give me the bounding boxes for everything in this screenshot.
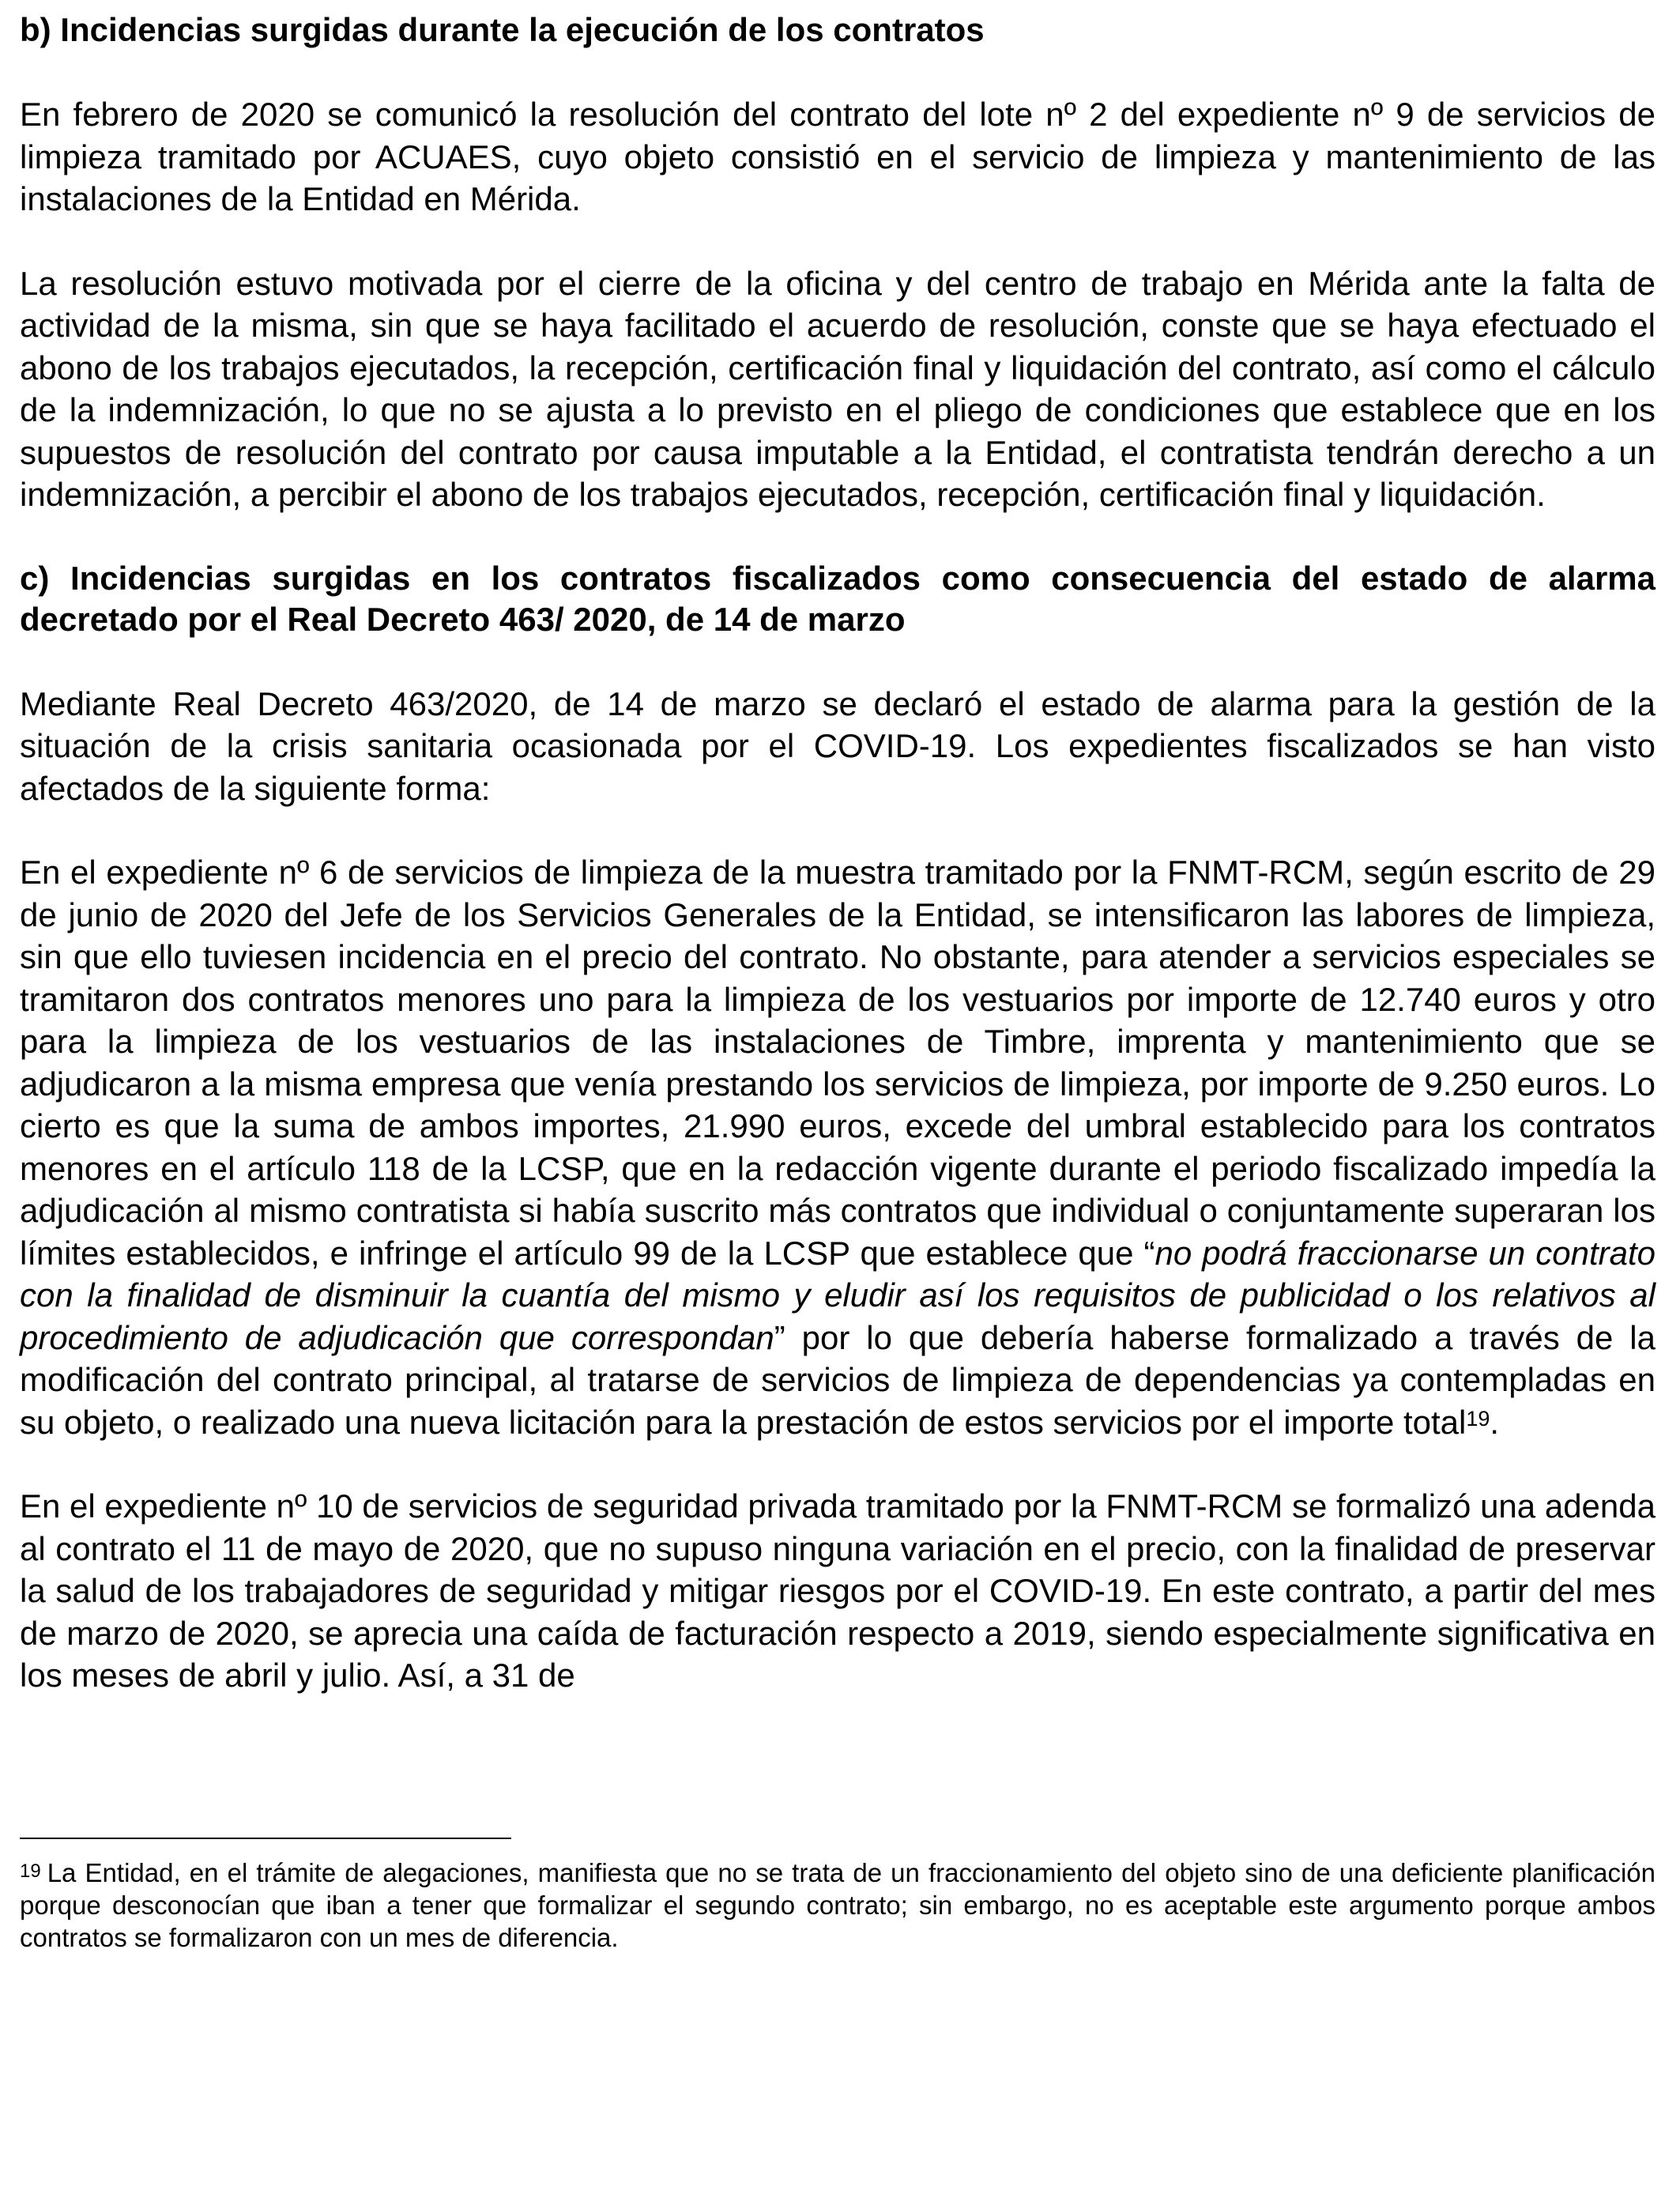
footnote-separator — [20, 1838, 511, 1839]
document-body — [20, 9, 1656, 1697]
paragraph-2-end: . — [1490, 1403, 1500, 1441]
footnote-number: 19 — [20, 1860, 41, 1882]
paragraph-2-text-after-quote: ” por lo que debería haberse formalizado a través de la modificación del contrato principal, al tratarse de servicios de limpieza de dependencias ya contempladas en su objeto, o realizado una nueva licitación para la prestación de estos servicios por el importe total — [20, 1318, 1656, 1441]
section-c-paragraph-3: En el expediente nº 10 de servicios de seguridad privada tramitado por la FNMT-RCM se formalizó una adenda al contrato el 11 de mayo de 2020, que no supuso ninguna variación en el precio, con la finalidad de preservar la salud de los trabajadores de seguridad y mitigar riesgos por el COVID-19. En este contrato, a partir del mes de marzo de 2020, se aprecia una caída de facturación respecto a 2019, siendo especialmente significativa en los meses de abril y julio. Así, a 31 de — [20, 1487, 1656, 1694]
paragraph-2-text-before-quote: En el expediente nº 6 de servicios de limpieza de la muestra tramitado por la FNMT-RCM, según escrito de 29 de junio de 2020 del Jefe de los Servicios Generales de la Entidad, se intensificaron las labores de limpieza, sin que ello tuviesen incidencia en el precio del contrato. No obstante, para atender a servicios especiales se tramitaron dos contratos menores uno para la limpieza de los vestuarios por importe de 12.740 euros y otro para la limpieza de los vestuarios de las instalaciones de Timbre, imprenta y mantenimiento que se adjudicaron a la misma empresa que venía prestando los servicios de limpieza, por importe de 9.250 euros. Lo cierto es que la suma de ambos importes, 21.990 euros, excede del umbral establecido para los contratos menores en el artículo 118 de la LCSP, que en la redacción vigente durante el periodo fiscalizado impedía la adjudicación al mismo contratista si había suscrito más contratos que individual o conjuntamente superaran los límites establecidos, e infringe el artículo 99 de la LCSP que establece que “ — [20, 854, 1656, 1272]
section-c-paragraph-1: Mediante Real Decreto 463/2020, de 14 de marzo se declaró el estado de alarma para la gestión de la situación de la crisis sanitaria ocasionada por el COVID-19. Los expedientes fiscalizados se han visto afectados de la siguiente forma: — [20, 684, 1656, 807]
section-b-paragraph-1: En febrero de 2020 se comunicó la resolución del contrato del lote nº 2 del expediente nº 9 de servicios de limpieza tramitado por ACUAES, cuyo objeto consistió en el servicio de limpieza y mantenimiento de las instalaciones de la Entidad en Mérida. — [20, 96, 1656, 217]
footnote-text: La Entidad, en el trámite de alegaciones, manifiesta que no se trata de un fraccionamiento del objeto sino de una deficiente planificación porque desconocían que iban a tener que formalizar el segundo contrato; sin embargo, no es aceptable este argumento porque ambos contratos se formalizaron con un mes de diferencia. — [20, 1858, 1656, 1952]
section-c-heading: c) Incidencias surgidas en los contratos fiscalizados como consecuencia del estado de alarma decretado por el Real Decreto 463/ 2020, de 14 de marzo — [20, 559, 1656, 638]
quoted-article-99: no podrá fraccionarse un contrato con la finalidad de disminuir la cuantía del mismo y eludir así los requisitos de publicidad o los relativos al procedimiento de adjudicación que correspondan — [20, 1234, 1656, 1356]
section-c-paragraph-2 — [20, 851, 1656, 1443]
section-b-heading: b) Incidencias surgidas durante la ejecución de los contratos — [20, 11, 985, 48]
footnote-reference-19[interactable]: 19 — [1466, 1406, 1490, 1431]
footnote-19 — [20, 1857, 1656, 1954]
section-b-paragraph-2: La resolución estuvo motivada por el cierre de la oficina y del centro de trabajo en Mérida ante la falta de actividad de la misma, sin que se haya facilitado el acuerdo de resolución, conste que se haya efectuado el abono de los trabajos ejecutados, la recepción, certificación final y liquidación del contrato, así como el cálculo de la indemnización, lo que no se ajusta a lo previsto en el pliego de condiciones que establece que en los supuestos de resolución del contrato por causa imputable a la Entidad, el contratista tendrán derecho a un indemnización, a percibir el abono de los trabajos ejecutados, recepción, certificación final y liquidación. — [20, 264, 1656, 513]
